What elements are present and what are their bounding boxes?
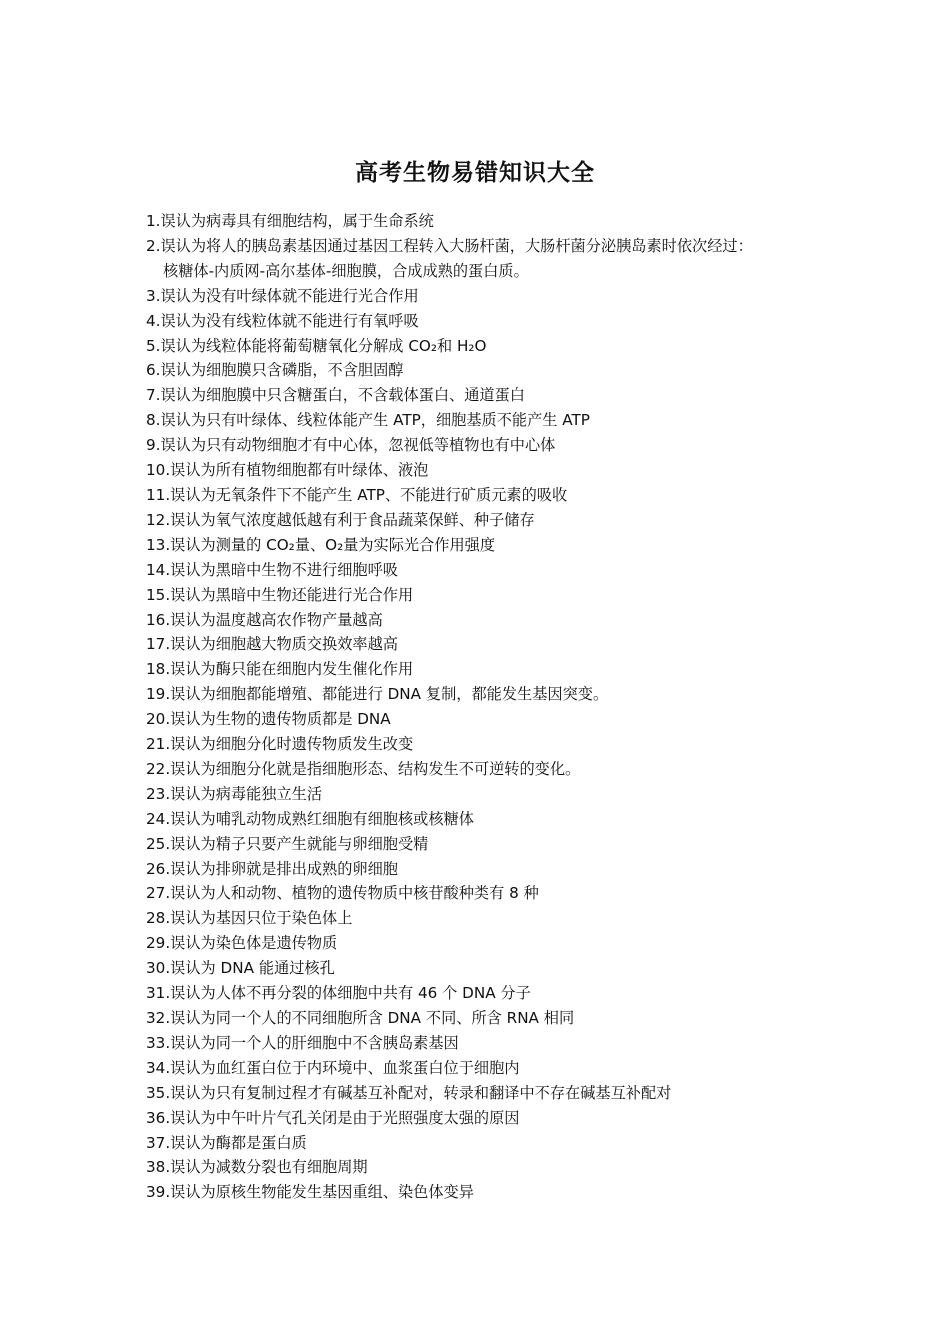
list-item: 6.误认为细胞膜只含磷脂，不含胆固醇 <box>146 361 404 380</box>
list-item: 25.误认为精子只要产生就能与卵细胞受精 <box>146 834 429 853</box>
list-item: 30.误认为 DNA 能通过核孔 <box>146 959 335 978</box>
list-item: 23.误认为病毒能独立生活 <box>146 784 323 803</box>
list-item: 9.误认为只有动物细胞才有中心体，忽视低等植物也有中心体 <box>146 436 556 455</box>
list-item: 10.误认为所有植物细胞都有叶绿体、液泡 <box>146 461 429 480</box>
list-item: 5.误认为线粒体能将葡萄糖氧化分解成 CO₂和 H₂O <box>146 336 487 355</box>
list-item: 29.误认为染色体是遗传物质 <box>146 934 338 953</box>
list-item: 1.误认为病毒具有细胞结构，属于生命系统 <box>146 212 434 230</box>
list-item: 12.误认为氧气浓度越低越有利于食品蔬菜保鲜、种子储存 <box>146 510 535 529</box>
list-item: 36.误认为中午叶片气孔关闭是由于光照强度太强的原因 <box>146 1108 520 1127</box>
list-item: 21.误认为细胞分化时遗传物质发生改变 <box>146 735 414 754</box>
list-item: 3.误认为没有叶绿体就不能进行光合作用 <box>146 286 419 305</box>
list-item: 19.误认为细胞都能增殖、都能进行 DNA 复制，都能发生基因突变。 <box>146 685 609 704</box>
list-item: 37.误认为酶都是蛋白质 <box>146 1133 307 1152</box>
list-item: 31.误认为人体不再分裂的体细胞中共有 46 个 DNA 分子 <box>146 984 531 1003</box>
list-item: 15.误认为黑暗中生物还能进行光合作用 <box>146 585 414 604</box>
list-item: 18.误认为酶只能在细胞内发生催化作用 <box>146 660 414 679</box>
list-item: 20.误认为生物的遗传物质都是 DNA <box>146 710 391 729</box>
list-item: 11.误认为无氧条件下不能产生 ATP、不能进行矿质元素的吸收 <box>146 485 568 504</box>
list-item: 28.误认为基因只位于染色体上 <box>146 909 353 928</box>
list-item: 32.误认为同一个人的不同细胞所含 DNA 不同、所含 RNA 相同 <box>146 1009 575 1027</box>
list-item: 2.误认为将人的胰岛素基因通过基因工程转入大肠杆菌，大肠杆菌分泌胰岛素时依次经过： <box>146 236 753 255</box>
list-item: 27.误认为人和动物、植物的遗传物质中核苷酸种类有 8 种 <box>146 884 539 903</box>
list-item: 35.误认为只有复制过程才有碱基互补配对，转录和翻译中不存在碱基互补配对 <box>146 1083 672 1102</box>
list-item-continuation: 核糖体-内质网-高尔基体-细胞膜，合成成熟的蛋白质。 <box>163 261 529 280</box>
list-item: 13.误认为测量的 CO₂量、O₂量为实际光合作用强度 <box>146 535 496 554</box>
list-item: 34.误认为血红蛋白位于内环境中、血浆蛋白位于细胞内 <box>146 1058 520 1077</box>
list-item: 14.误认为黑暗中生物不进行细胞呼吸 <box>146 560 398 579</box>
list-item: 33.误认为同一个人的肝细胞中不含胰岛素基因 <box>146 1033 459 1052</box>
page-title: 高考生物易错知识大全 <box>355 160 595 186</box>
misconception-list <box>146 209 846 1205</box>
list-item: 24.误认为哺乳动物成熟红细胞有细胞核或核糖体 <box>146 809 474 828</box>
list-item: 26.误认为排卵就是排出成熟的卵细胞 <box>146 859 398 878</box>
list-item: 8.误认为只有叶绿体、线粒体能产生 ATP，细胞基质不能产生 ATP <box>146 411 590 430</box>
list-item: 16.误认为温度越高农作物产量越高 <box>146 610 383 629</box>
list-item: 4.误认为没有线粒体就不能进行有氧呼吸 <box>146 311 419 330</box>
list-item: 38.误认为减数分裂也有细胞周期 <box>146 1158 368 1177</box>
list-item: 39.误认为原核生物能发生基因重组、染色体变异 <box>146 1183 474 1202</box>
list-item: 7.误认为细胞膜中只含糖蛋白，不含载体蛋白、通道蛋白 <box>146 386 525 405</box>
list-item: 22.误认为细胞分化就是指细胞形态、结构发生不可逆转的变化。 <box>146 759 581 778</box>
list-item: 17.误认为细胞越大物质交换效率越高 <box>146 635 398 654</box>
